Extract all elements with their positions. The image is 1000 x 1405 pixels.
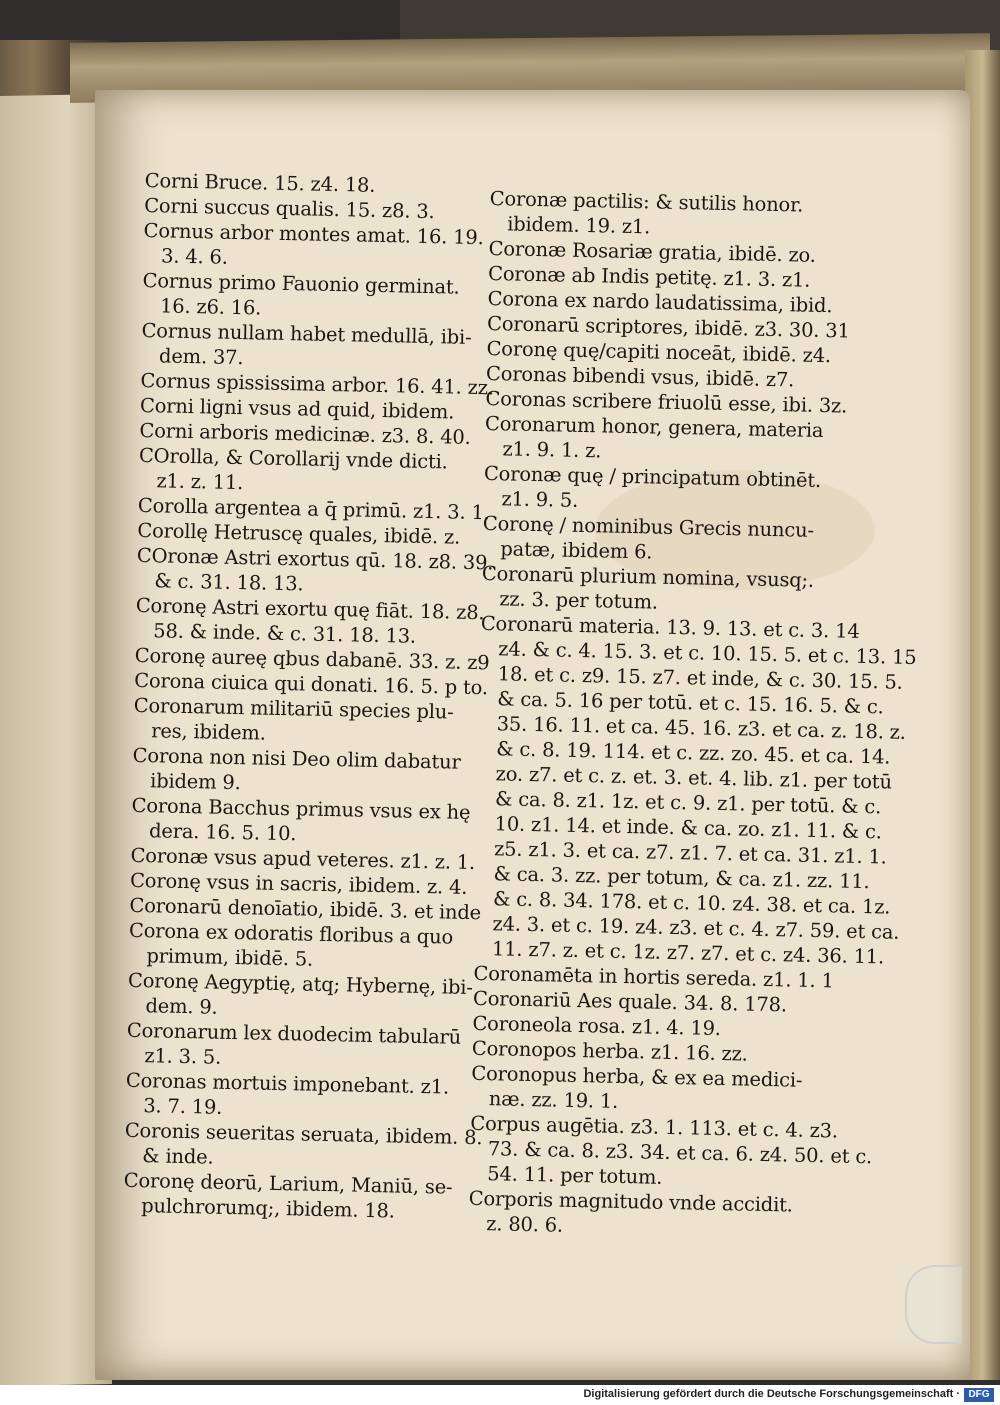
entry-line: Coronarū materia. 13. 9. 13. et c. 3. 14 [480, 611, 860, 643]
footer-credit: Digitalisierung gefördert durch die Deutsche Forschungsgemeinschaft · [583, 1388, 960, 1400]
entry-line: Coronę vsus in sacris, ibidem. z. 4. [129, 868, 468, 899]
entry-line: COrolla, & Corollarij vnde dicti. [138, 443, 448, 474]
entry-line: Coroneola rosa. z1. 4. 19. [472, 1011, 722, 1041]
page-block-fore-edge [965, 50, 1000, 1380]
entry-line: Cornus primo Fauonio germinat. [142, 268, 460, 299]
entry-continuation-line: z4. 3. et c. 19. z4. z3. et c. 4. z7. 59. et ca. [492, 912, 900, 944]
index-entry [131, 793, 490, 850]
entry-line: Cornus nullam habet medullā, ibi- [141, 318, 472, 349]
entry-line: Coronarū scriptores, ibidē. z3. 30. 31 [486, 311, 850, 343]
entry-continuation-line: ibidem 9. [149, 769, 241, 795]
entry-continuation-line: næ. zz. 19. 1. [488, 1087, 619, 1113]
entry-continuation-line: 58. & inde. & c. 31. 18. 13. [153, 619, 417, 648]
entry-line: Coronopos herba. z1. 16. zz. [471, 1036, 748, 1066]
entry-line: Coronarum lex duodecim tabularū [126, 1018, 462, 1049]
entry-line: Cornus arbor montes amat. 16. 19. [143, 218, 484, 250]
entry-line: Coronas scribere friuolū esse, ibi. 3z. [485, 386, 848, 418]
index-entry [132, 743, 491, 800]
entry-line: Coronas bibendi vsus, ibidē. z7. [485, 361, 795, 392]
index-entry [489, 186, 926, 245]
entry-continuation-line: zz. 3. per totum. [499, 587, 659, 614]
entry-line: Corona Bacchus primus vsus ex hę [131, 793, 471, 824]
entry-continuation-line: & c. 31. 18. 13. [154, 569, 304, 596]
index-entry [136, 543, 495, 600]
entry-line: Corpus augētia. z3. 1. 113. et c. 4. z3. [470, 1111, 839, 1143]
entry-continuation-line: z1. 9. 1. z. [502, 437, 602, 463]
entry-continuation-line: dem. 37. [158, 344, 244, 370]
entry-line: Corni succus qualis. 15. z8. 3. [143, 193, 435, 224]
entry-line: Coronę Astri exortu quę fiāt. 18. z8. [135, 593, 485, 625]
entry-line: Corona ciuica qui donati. 16. 5. p to. [134, 668, 489, 700]
index-entry [142, 268, 501, 325]
entry-line: Corporis magnitudo vnde accidit. [468, 1186, 794, 1217]
entry-line: Coronis seueritas seruata, ibidem. 8. [124, 1118, 483, 1150]
index-column-left [123, 168, 502, 1225]
entry-line: Coronarum militariū species plu- [133, 693, 454, 724]
entry-line: Coronopus herba, & ex ea medici- [471, 1061, 803, 1092]
index-entry [484, 411, 921, 470]
entry-line: Coronæ pactilis: & sutilis honor. [489, 186, 804, 217]
entry-line: Coronę quę/capiti noceāt, ibidē. z4. [486, 336, 832, 368]
entry-line: Coronarū plurium nomina, vsusq;. [481, 561, 815, 592]
entry-continuation-line: z1. z. 11. [156, 469, 244, 495]
index-entry [135, 593, 494, 650]
entry-continuation-line: 3. 4. 6. [160, 244, 229, 269]
index-entry [143, 218, 502, 275]
entry-continuation-line: 11. z7. z. et c. 1z. z7. z7. et c. z4. 36. 11. [491, 937, 885, 969]
entry-line: Corolla argentea a q̄ primū. z1. 3. 1. [137, 493, 490, 525]
index-entry [133, 693, 492, 750]
index-entry [482, 511, 919, 570]
entry-continuation-line: 35. 16. 11. et ca. 45. 16. z3. et ca. z. 18. z. [496, 712, 907, 744]
entry-continuation-line: z4. & c. 4. 15. 3. et c. 10. 15. 5. et c. 13. 15 [498, 637, 917, 670]
entry-line: Coronas mortuis imponebant. z1. [125, 1068, 450, 1099]
entry-continuation-line: & ca. 3. zz. per totum, & ca. z1. zz. 11. [493, 862, 870, 894]
entry-continuation-line: & ca. 8. z1. 1z. et c. 9. z1. per totū. & c. [494, 787, 882, 819]
entry-continuation-line: patæ, ibidem 6. [500, 537, 653, 564]
entry-continuation-line: 16. z6. 16. [159, 294, 262, 320]
entry-continuation-line: ibidem. 19. z1. [506, 212, 651, 239]
entry-line: Coronæ quę / principatum obtinēt. [483, 461, 822, 492]
index-entry [468, 1186, 905, 1245]
entry-continuation-line: zo. z7. et c. z. et. 3. et. 4. lib. z1. per totū [495, 762, 893, 794]
index-entry [126, 1018, 485, 1075]
entry-continuation-line: z1. 3. 5. [144, 1044, 222, 1069]
entry-line: Coronarum honor, genera, materia [484, 411, 824, 443]
index-entry [128, 918, 487, 975]
entry-continuation-line: 73. & ca. 8. z3. 34. et ca. 6. z4. 50. et c. [487, 1137, 873, 1169]
index-entry [474, 611, 917, 970]
entry-line: COronæ Astri exortus qū. 18. z8. 39. [136, 543, 494, 575]
index-column-right [468, 186, 926, 1245]
entry-line: Corona ex odoratis floribus a quo [128, 918, 454, 949]
entry-line: Coronę / nominibus Grecis nuncu- [482, 511, 815, 542]
entry-line: Coronarū denoīatio, ibidē. 3. et inde [129, 893, 482, 925]
entry-continuation-line: res, ibidem. [150, 719, 266, 745]
entry-continuation-line: pulchrorumq;, ibidem. 18. [141, 1194, 395, 1223]
page-tab-marker [905, 1265, 962, 1344]
entry-continuation-line: & ca. 5. 16 per totū. et c. 15. 16. 5. & c. [497, 687, 884, 719]
entry-continuation-line: & inde. [142, 1144, 214, 1169]
entry-line: Coronę deorū, Larium, Maniū, se- [123, 1168, 453, 1199]
entry-continuation-line: 10. z1. 14. et inde. & ca. zo. z1. 11. & c. [494, 812, 883, 844]
entry-line: Coronę aureę qbus dabanē. 33. z. z9 [134, 643, 490, 675]
entry-continuation-line: z. 80. 6. [486, 1212, 564, 1237]
left-page-bleed-text [4, 314, 104, 1316]
entry-line: Corni arboris medicinæ. z3. 8. 40. [139, 418, 471, 449]
entry-continuation-line: & c. 8. 34. 178. et c. 10. z4. 38. et ca. 1z. [492, 887, 891, 919]
entry-continuation-line: z1. 9. 5. [501, 487, 579, 512]
dfg-logo: DFG [964, 1388, 994, 1402]
entry-line: Coronę Aegyptię, atq; Hybernę, ibi- [127, 968, 473, 1000]
entry-continuation-line: & c. 8. 19. 114. et c. zz. zo. 45. et ca. 14. [495, 737, 891, 769]
index-entry [471, 1061, 908, 1120]
index-entry [141, 318, 500, 375]
entry-line: Corona ex nardo laudatissima, ibid. [487, 286, 833, 318]
entry-continuation-line: dera. 16. 5. 10. [148, 819, 297, 846]
entry-continuation-line: primum, ibidē. 5. [146, 944, 314, 971]
index-entry [125, 1068, 484, 1125]
index-entry [138, 443, 497, 500]
index-entry [483, 461, 920, 520]
entry-line: Coronariū Aes quale. 34. 8. 178. [472, 986, 788, 1017]
index-entry [481, 561, 918, 620]
index-entry [123, 1168, 482, 1225]
entry-continuation-line: 3. 7. 19. [143, 1094, 223, 1119]
footer-bar [0, 1385, 1000, 1405]
entry-continuation-line: 18. et c. z9. 15. z7. et inde, & c. 30. 15. 5. [497, 662, 903, 694]
entry-continuation-line: dem. 9. [145, 994, 218, 1019]
entry-line: Cornus spississima arbor. 16. 41. zz. [140, 368, 495, 400]
index-entry [124, 1118, 483, 1175]
entry-line: Corollę Hetruscę quales, ibidē. z. [137, 518, 461, 549]
entry-line: Coronæ vsus apud veteres. z1. z. 1. [130, 843, 476, 875]
entry-line: Corona non nisi Deo olim dabatur [132, 743, 461, 774]
entry-line: Coronæ ab Indis petitę. z1. 3. z1. [487, 261, 811, 292]
entry-line: Corni Bruce. 15. z4. 18. [144, 168, 376, 197]
entry-continuation-line: 54. 11. per totum. [487, 1162, 663, 1189]
index-entry [469, 1111, 907, 1195]
entry-line: Coronamēta in hortis sereda. z1. 1. 1 [473, 961, 834, 993]
index-entry [127, 968, 486, 1025]
entry-continuation-line: z5. z1. 3. et ca. z7. z1. 7. et ca. 31. z1. 1. [493, 837, 887, 869]
entry-line: Corni ligni vsus ad quid, ibidem. [139, 393, 455, 424]
entry-line: Coronæ Rosariæ gratia, ibidē. zo. [488, 236, 816, 267]
